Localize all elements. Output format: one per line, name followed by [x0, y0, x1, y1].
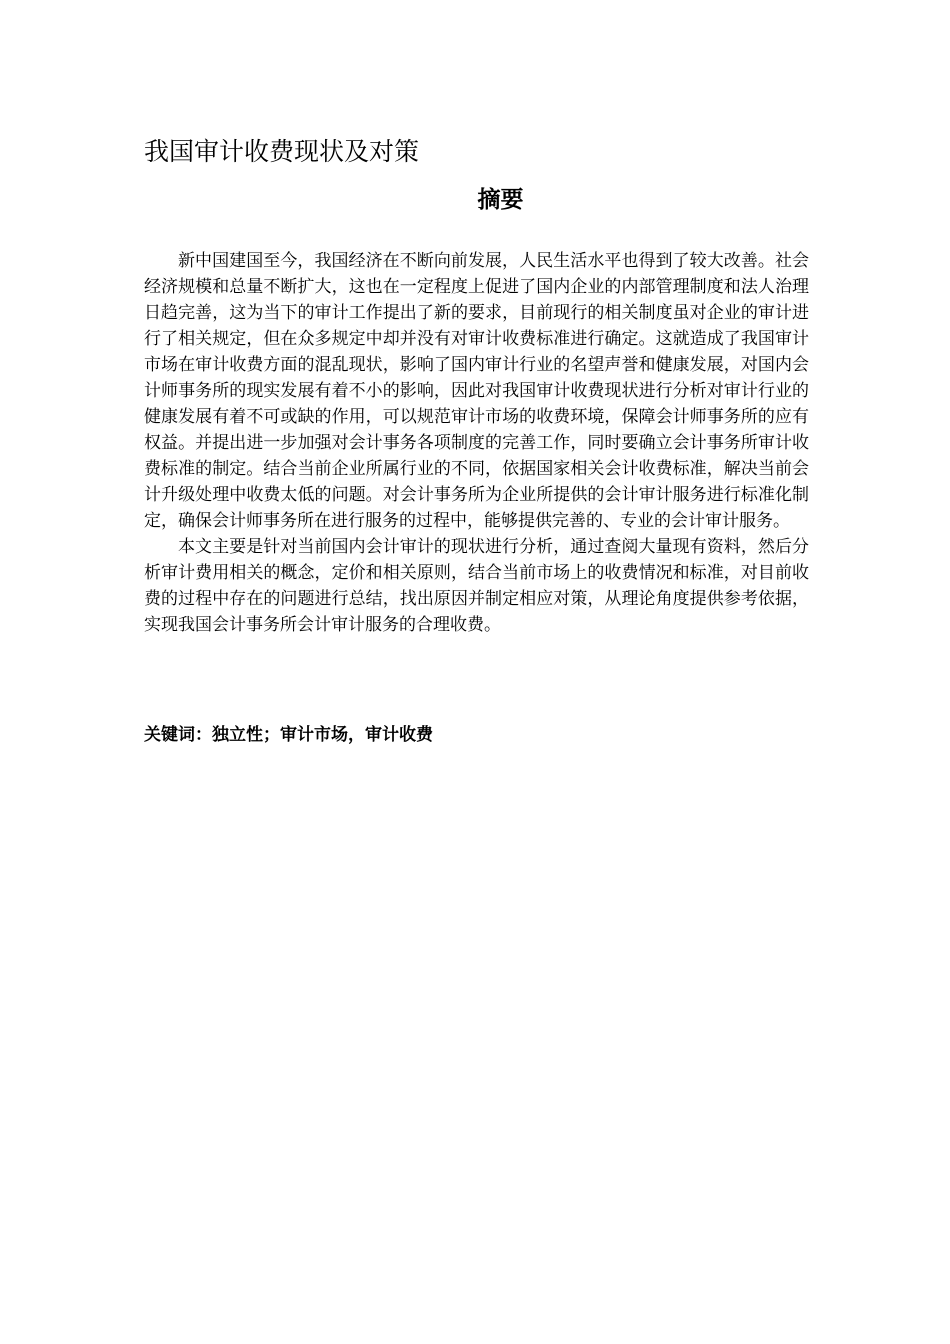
abstract-heading: 摘要: [477, 187, 524, 213]
abstract-paragraph: 新中国建国至今，我国经济在不断向前发展，人民生活水平也得到了较大改善。社会经济规模和总量不断扩大，这也在一定程度上促进了国内企业的内部管理制度和法人治理日趋完善，这为当下的审计工作提出了新的要求，目前现行的相关制度虽对企业的审计进行了相关规定，但在众多规定中却并没有对审计收费标准进行确定。这就造成了我国审计市场在审计收费方面的混乱现状，影响了国内审计行业的名望声誉和健康发展，对国内会计师事务所的现实发展有着不小的影响，因此对我国审计收费现状进行分析对审计行业的健康发展有着不可或缺的作用，可以规范审计市场的收费环境，保障会计师事务所的应有权益。并提出进一步加强对会计事务各项制度的完善工作，同时要确立会计事务所审计收费标准的制定。结合当前企业所属行业的不同，依据国家相关会计收费标准，解决当前会计升级处理中收费太低的问题。对会计事务所为企业所提供的会计审计服务进行标准化制定，确保会计师事务所在进行服务的过程中，能够提供完善的、专业的会计审计服务。: [144, 251, 809, 531]
keywords-line: 关键词：独立性；审计市场，审计收费: [144, 725, 433, 745]
abstract-paragraph: 本文主要是针对当前国内会计审计的现状进行分析，通过查阅大量现有资料，然后分析审计费用相关的概念，定价和相关原则，结合当前市场上的收费情况和标准，对目前收费的过程中存在的问题进行总结，找出原因并制定相应对策，从理论角度提供参考依据，实现我国会计事务所会计审计服务的合理收费。: [144, 537, 809, 635]
abstract-body: [144, 248, 809, 638]
document-title: 我国审计收费现状及对策: [144, 137, 420, 166]
